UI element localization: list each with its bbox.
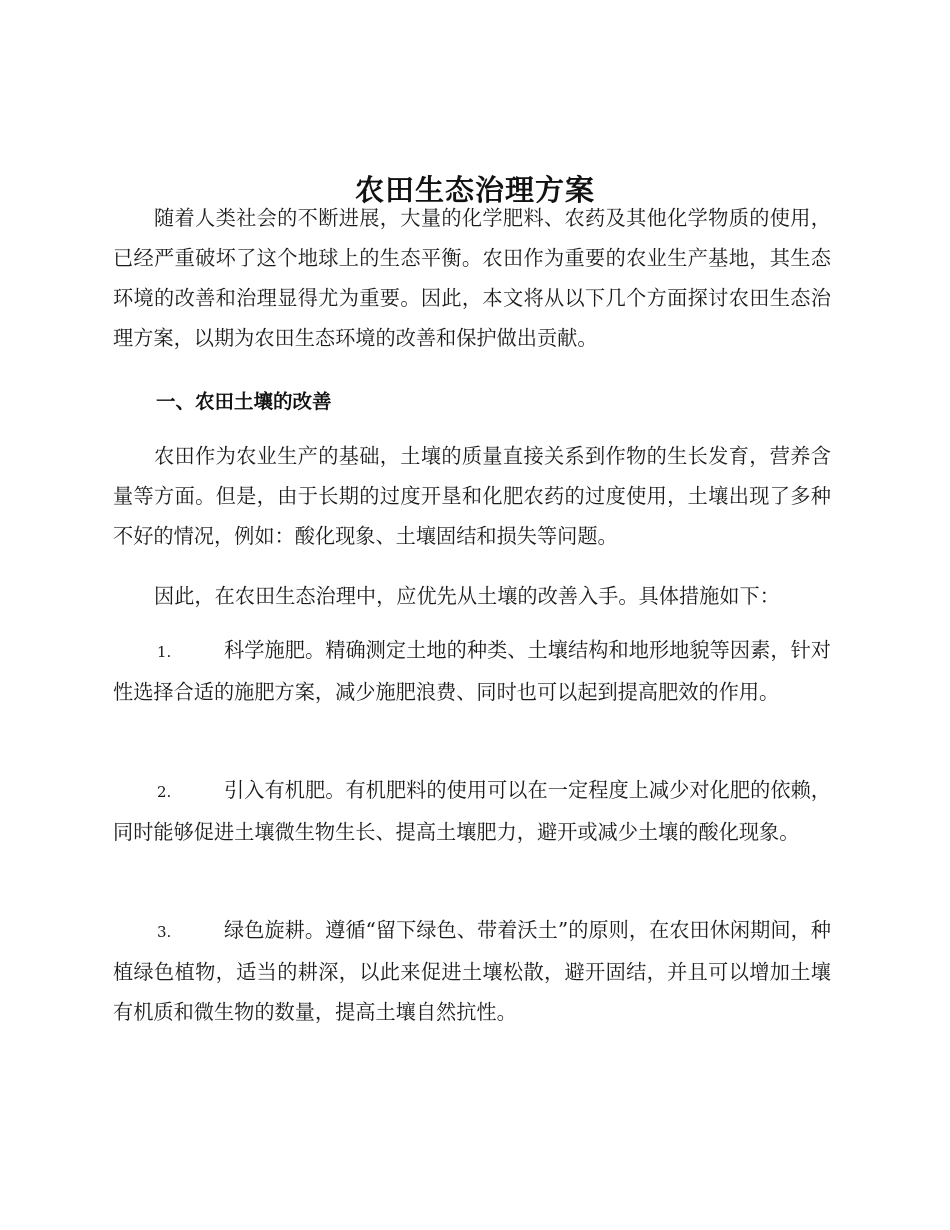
list-item-number: 1. [157,643,172,661]
measures-paragraph: 因此，在农田生态治理中，应优先从土壤的改善入手。具体措施如下： [154,584,780,608]
section-heading: 一、农田土壤的改善 [156,390,332,413]
list-item [113,770,831,852]
document-title: 农田生态治理方案 [354,173,595,208]
list-item-text: 绿色旋耕。遵循“留下绿色、带着沃土”的原则，在农田休闲期间，种植绿色植物，适当的耕深，以此来促进土壤松散，避开固结，并且可以增加土壤有机质和微生物的数量，提高土壤自然抗性。 [113,918,831,1024]
list-item-number: 3. [157,923,172,941]
soil-paragraph: 农田作为农业生产的基础，土壤的质量直接关系到作物的生长发育，营养含量等方面。但是，由于长期的过度开垦和化肥农药的过度使用，土壤出现了多种不好的情况，例如：酸化现象、土壤固结和损失等问题。 [113,444,831,548]
list-item-text: 引入有机肥。有机肥料的使用可以在一定程度上减少对化肥的依赖，同时能够促进土壤微生物生长、提高土壤肥力，避开或减少土壤的酸化现象。 [113,778,831,844]
list-item [113,910,831,1032]
list-item [113,630,831,712]
intro-paragraph: 随着人类社会的不断进展，大量的化学肥料、农药及其他化学物质的使用，已经严重破坏了这个地球上的生态平衡。农田作为重要的农业生产基地，其生态环境的改善和治理显得尤为重要。因此，本文将从以下几个方面探讨农田生态治理方案，以期为农田生态环境的改善和保护做出贡献。 [113,206,831,350]
list-item-text: 科学施肥。精确测定土地的种类、土壤结构和地形地貌等因素，针对性选择合适的施肥方案，减少施肥浪费、同时也可以起到提高肥效的作用。 [113,638,831,704]
list-item-number: 2. [157,783,172,801]
